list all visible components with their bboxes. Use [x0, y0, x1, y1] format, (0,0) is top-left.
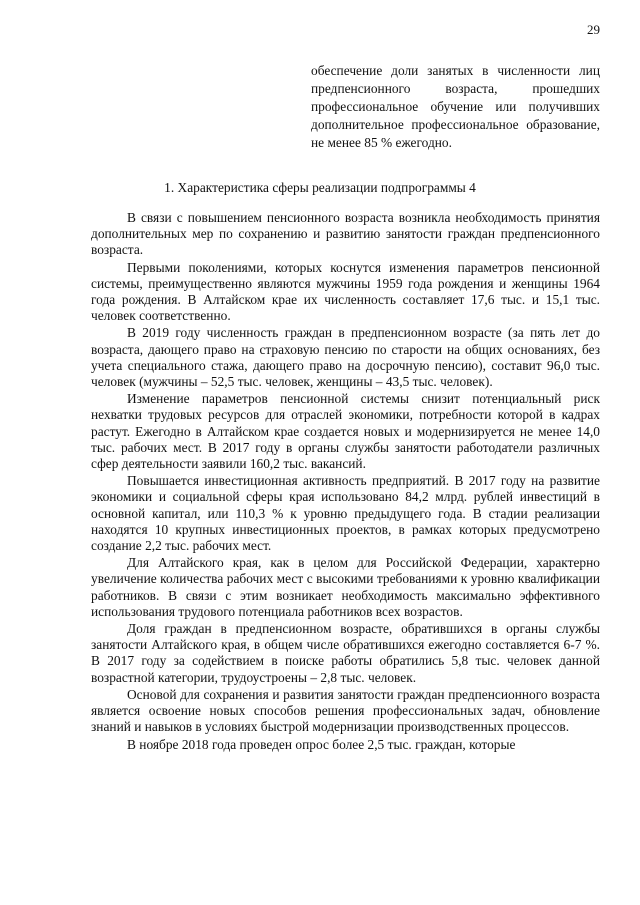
paragraph-2: Первыми поколениями, которых коснутся изменения параметров пенсионной системы, преимущественно являются мужчины 1959 года рождения и женщины 1964 года рождения. В Алтайском крае их численность составляет 17,6 тыс. и 15,1 тыс. человек соответственно. [91, 259, 600, 324]
paragraph-3: В 2019 году численность граждан в предпенсионном возрасте (за пять лет до возраста, дающего право на страховую пенсию по старости на общих основаниях, без учета специального стажа, дающего право на досрочную пенсию), составит 96,0 тыс. человек (мужчины – 52,5 тыс. человек, женщины – 43,5 тыс. человек). [91, 325, 600, 390]
paragraph-8: Основой для сохранения и развития занятости граждан предпенсионного возраста является освоение новых способов решения профессиональных задач, обновление знаний и навыков в условиях быстрой модернизации производственных процессов. [91, 686, 600, 735]
paragraph-7: Доля граждан в предпенсионном возрасте, обратившихся в органы службы занятости Алтайского края, в общем числе обратившихся ежегодно составляется 6-7 %. В 2017 году за содействием в поиске работы обратились 5,8 тыс. человек данной возрастной категории, трудоустроены – 2,8 тыс. человек. [91, 621, 600, 685]
section-heading: 1. Характеристика сферы реализации подпрограммы 4 [164, 180, 476, 195]
paragraph-6: Для Алтайского края, как в целом для Российской Федерации, характерно увеличение количества рабочих мест с высокими требованиями к уровню квалификации работников. В связи с этим возникает необходимость максимально эффективного использования трудового потенциала работников всех возрастов. [91, 555, 600, 619]
intro-paragraph: обеспечение доли занятых в численности лиц предпенсионного возраста, прошедших профессиональное обучение или получивших дополнительное профессиональное образование, не менее 85 % ежегодно. [311, 63, 600, 150]
paragraph-4: Изменение параметров пенсионной системы снизит потенциальный риск нехватки трудовых ресурсов для отраслей экономики, потребности которой в кадрах растут. Ежегодно в Алтайском крае создается новых и модернизируется не менее 14,0 тыс. рабочих мест. В 2017 году в органы службы занятости работодатели различных сфер деятельности заявили 160,2 тыс. вакансий. [91, 391, 600, 472]
paragraph-9: В ноябре 2018 года проведен опрос более 2,5 тыс. граждан, которые [127, 736, 516, 752]
body-text [91, 210, 600, 754]
page-number: 29 [587, 22, 600, 37]
paragraph-1: В связи с повышением пенсионного возраста возникла необходимость принятия дополнительных мер по сохранению и развитию занятости граждан предпенсионного возраста. [91, 210, 600, 258]
paragraph-5: Повышается инвестиционная активность предприятий. В 2017 году на развитие экономики и социальной сферы края использовано 84,2 млрд. рублей инвестиций в основной капитал, или 110,3 % к уровню предыдущего года. В стадии реализации находятся 10 крупных инвестиционных проектов, в рамках которых предусмотрено создание 2,2 тыс. рабочих мест. [91, 473, 600, 554]
